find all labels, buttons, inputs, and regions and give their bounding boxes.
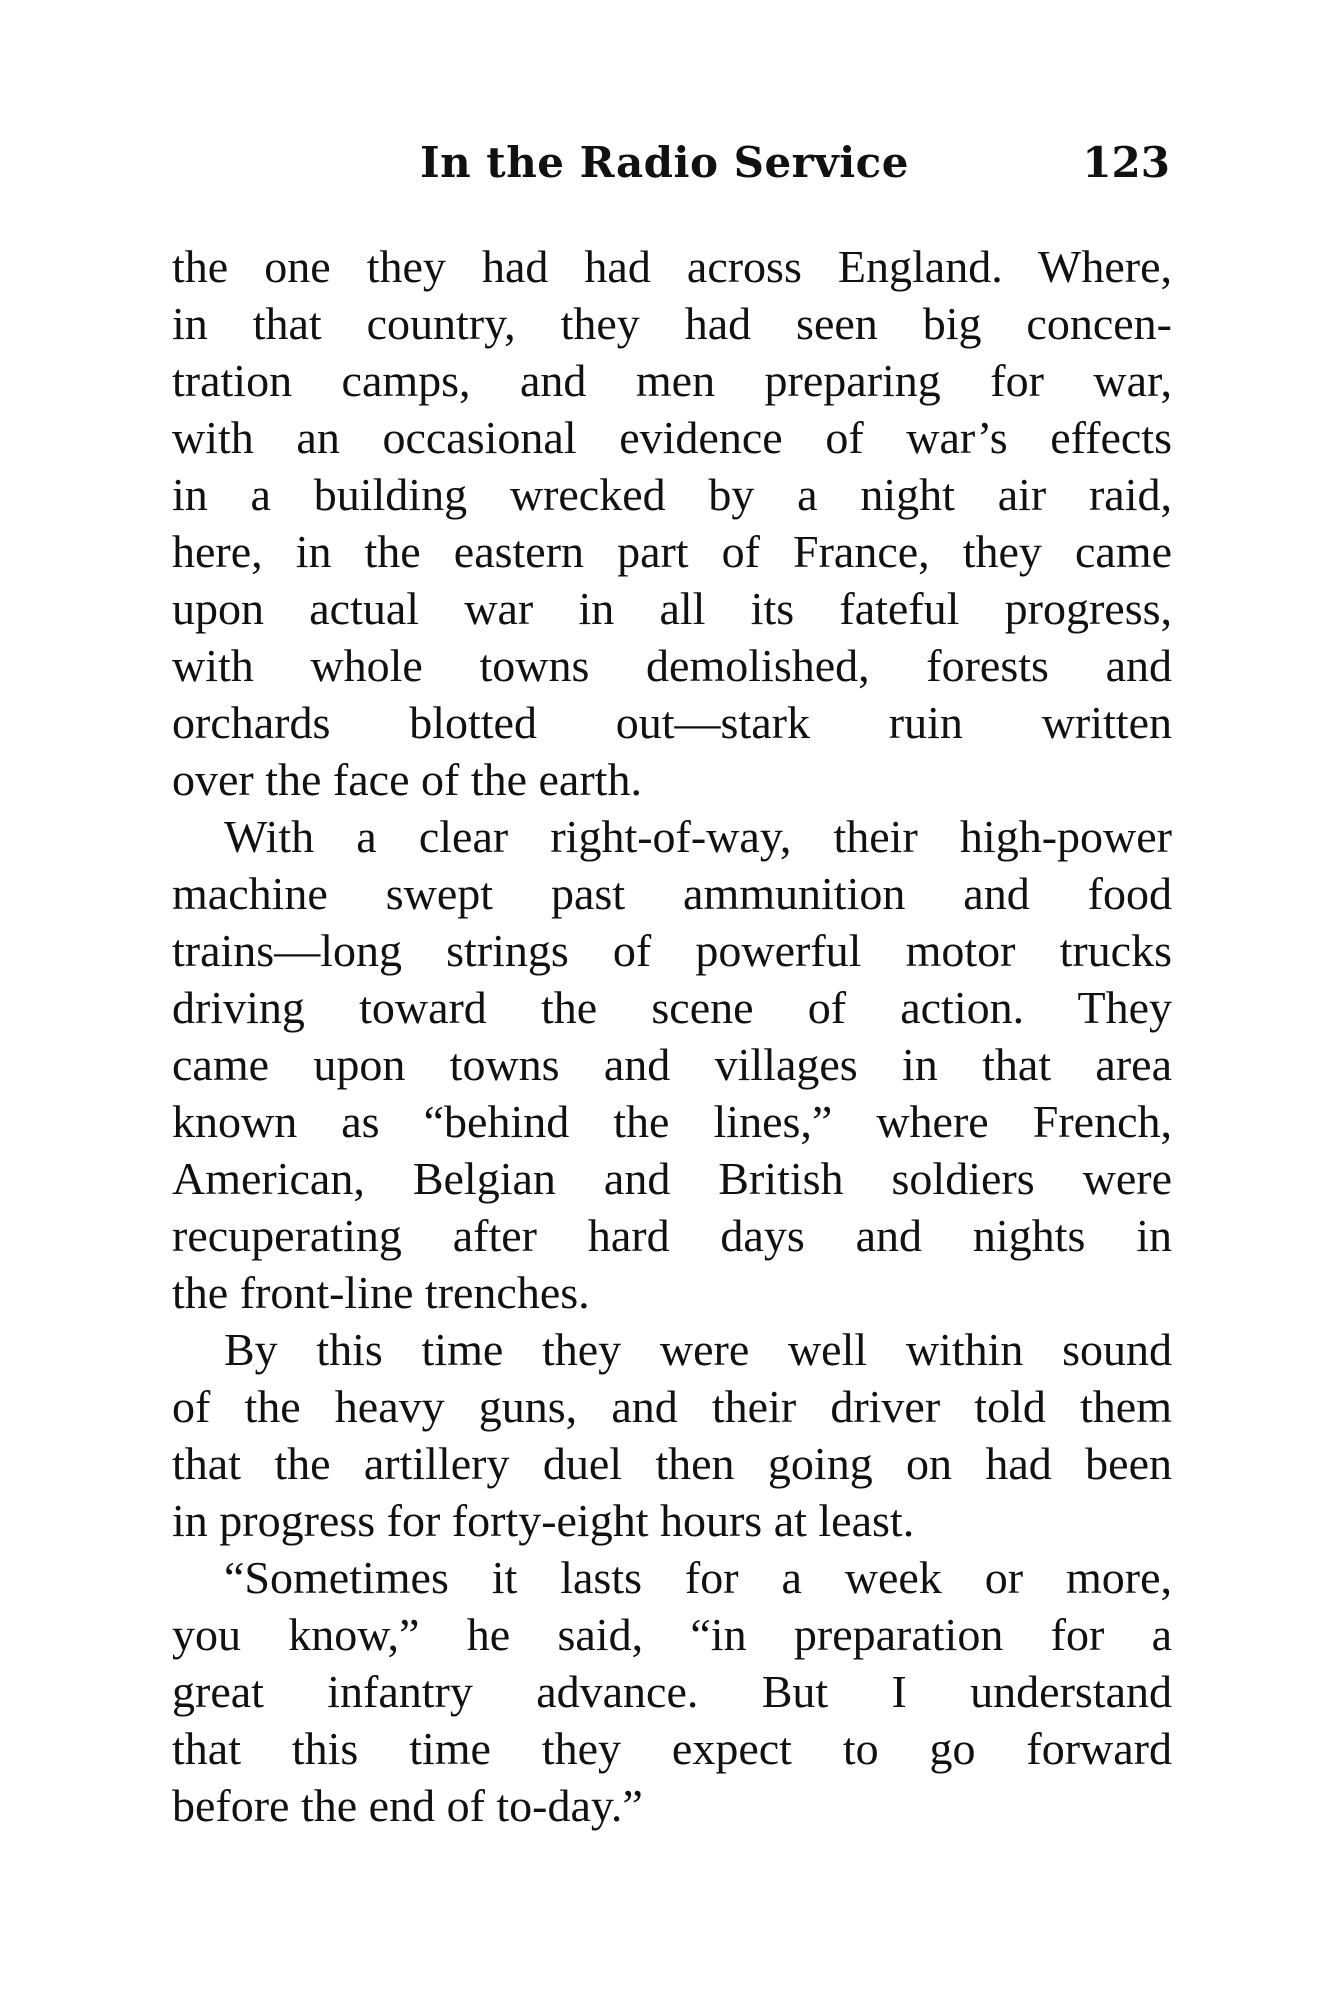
text-line: that this time they expect to go forward	[172, 1723, 1172, 1774]
text-line: over the face of the earth.	[172, 754, 642, 805]
text-line: of the heavy guns, and their driver told them	[172, 1381, 1172, 1432]
text-line: known as “behind the lines,” where French,	[172, 1096, 1172, 1147]
text-line: With a clear right-of-way, their high-power	[224, 811, 1172, 862]
text-line: trains—long strings of powerful motor trucks	[172, 925, 1172, 976]
text-line: By this time they were well within sound	[224, 1324, 1172, 1375]
text-line: came upon towns and villages in that area	[172, 1039, 1172, 1090]
body-text	[172, 238, 1172, 1834]
text-line: driving toward the scene of action. They	[172, 982, 1172, 1033]
running-head	[420, 138, 1170, 202]
text-line: orchards blotted out—stark ruin written	[172, 697, 1172, 748]
text-line: “Sometimes it lasts for a week or more,	[224, 1552, 1172, 1603]
running-title: In the Radio Service	[420, 138, 909, 187]
text-line: in a building wrecked by a night air raid,	[172, 469, 1172, 520]
text-line: that the artillery duel then going on had been	[172, 1438, 1172, 1489]
text-line: here, in the eastern part of France, they came	[172, 526, 1172, 577]
text-line: tration camps, and men preparing for war,	[172, 355, 1172, 406]
text-line: you know,” he said, “in preparation for a	[172, 1609, 1172, 1660]
paragraph	[172, 1549, 1172, 1834]
text-line: the front-line trenches.	[172, 1267, 590, 1318]
paragraph	[172, 1321, 1172, 1549]
text-line: upon actual war in all its fateful progress,	[172, 583, 1172, 634]
text-line: with an occasional evidence of war’s effects	[172, 412, 1172, 463]
text-line: great infantry advance. But I understand	[172, 1666, 1172, 1717]
text-line: the one they had had across England. Where,	[172, 241, 1172, 292]
text-line: in that country, they had seen big concen-	[172, 298, 1172, 349]
text-line: before the end of to-day.”	[172, 1780, 643, 1831]
text-line: machine swept past ammunition and food	[172, 868, 1172, 919]
text-line: in progress for forty-eight hours at least.	[172, 1495, 915, 1546]
paragraph	[172, 808, 1172, 1321]
text-line: American, Belgian and British soldiers were	[172, 1153, 1172, 1204]
text-line: recuperating after hard days and nights in	[172, 1210, 1172, 1261]
page-number: 123	[1082, 138, 1170, 187]
paragraph	[172, 238, 1172, 808]
text-line: with whole towns demolished, forests and	[172, 640, 1172, 691]
